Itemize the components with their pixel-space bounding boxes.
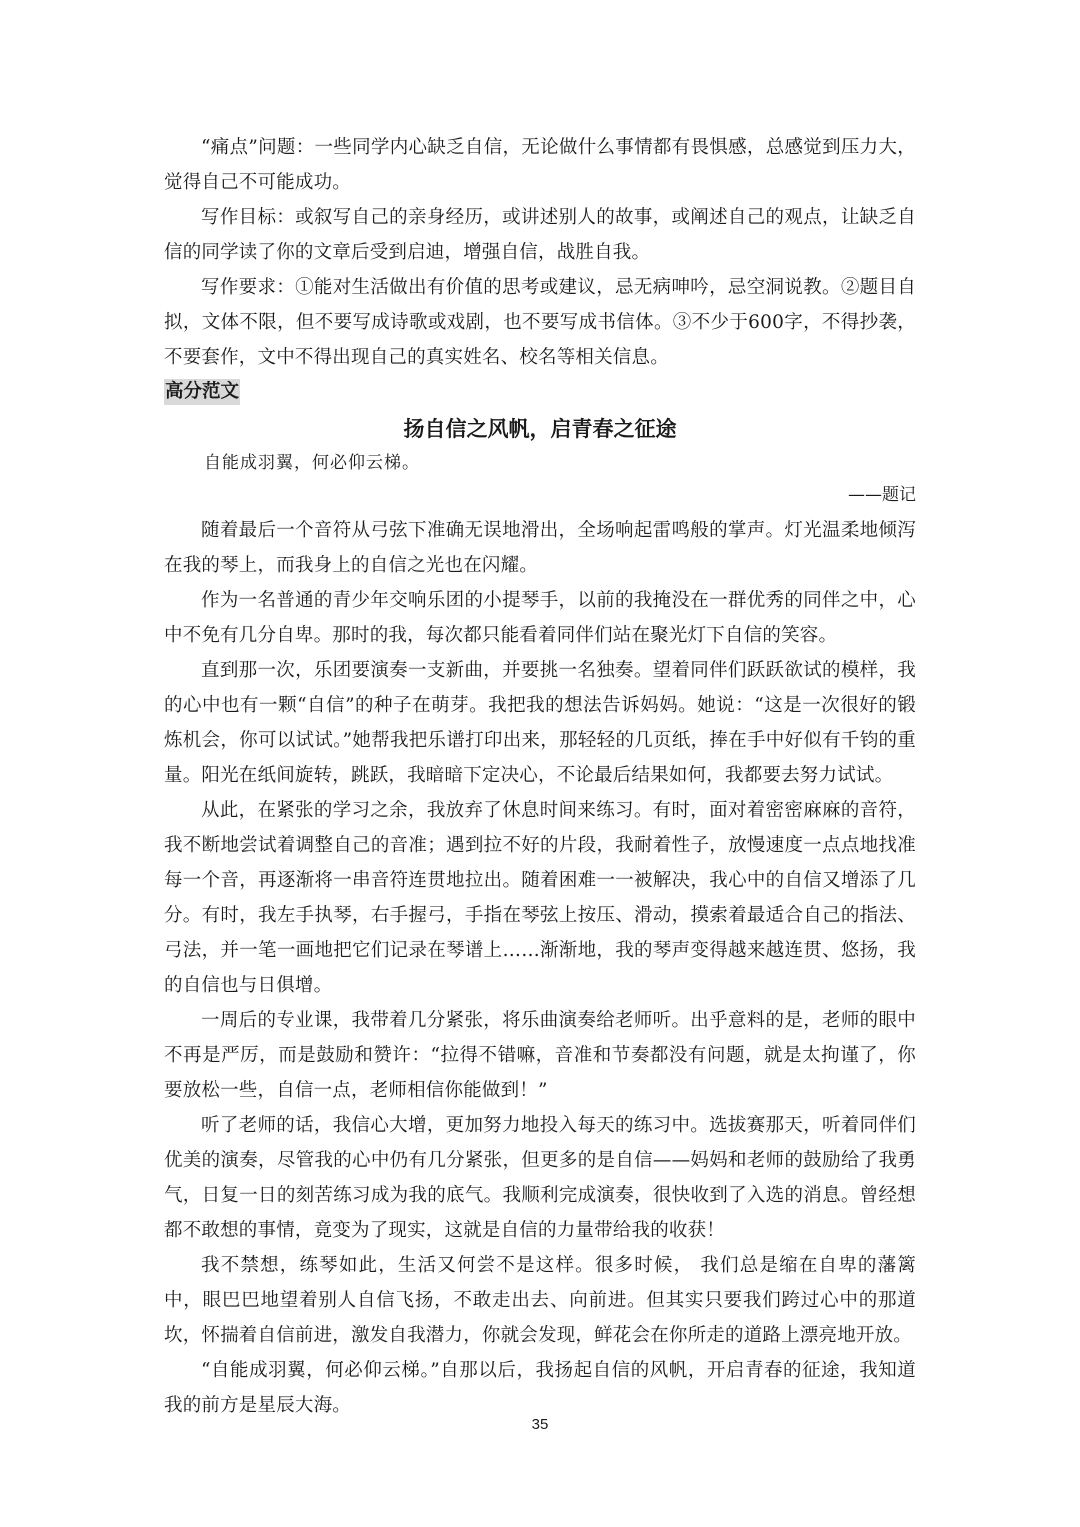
- essay-epigraph-note: ——题记: [848, 485, 916, 505]
- page-number: 35: [531, 1416, 549, 1433]
- prompt-writing-requirements: 写作要求：①能对生活做出有价值的思考或建议，忌无病呻吟，忌空洞说教。②题目自拟，文体不限，但不要写成诗歌或戏剧，也不要写成书信体。③不少于600字，不得抄袭，不要套作，文中不得出现自己的真实姓名、校名等相关信息。: [164, 277, 916, 368]
- essay-paragraph: 听了老师的话，我信心大增，更加努力地投入每天的练习中。选拔赛那天，听着同伴们优美的演奏，尽管我的心中仍有几分紧张，但更多的是自信——妈妈和老师的鼓励给了我勇气，日复一日的刻苦练习成为我的底气。我顺利完成演奏，很快收到了入选的消息。曾经想都不敢想的事情，竟变为了现实，这就是自信的力量带给我的收获！: [164, 1115, 916, 1241]
- essay-paragraph: 我不禁想，练琴如此，生活又何尝不是这样。很多时候， 我们总是缩在自卑的藩篱中，眼巴巴地望着别人自信飞扬，不敢走出去、向前进。但其实只要我们跨过心中的那道坎，怀揣着自信前进，激发自我潜力，你就会发现，鲜花会在你所走的道路上漂亮地开放。: [164, 1255, 916, 1346]
- essay-paragraph: “自能成羽翼，何必仰云梯。”自那以后，我扬起自信的风帆，开启青春的征途，我知道我的前方是星辰大海。: [164, 1360, 917, 1416]
- section-label: 高分范文: [164, 379, 240, 405]
- section-label-wrapper: [164, 375, 916, 411]
- essay-paragraph: 从此，在紧张的学习之余，我放弃了休息时间来练习。有时，面对着密密麻麻的音符，我不断地尝试着调整自己的音准；遇到拉不好的片段，我耐着性子，放慢速度一点点地找准每一个音，再逐渐将一串音符连贯地拉出。随着困难一一被解决，我心中的自信又增添了几分。有时，我左手执琴，右手握弓，手指在琴弦上按压、滑动，摸索着最适合自己的指法、弓法，并一笔一画地把它们记录在琴谱上……渐渐地，我的琴声变得越来越连贯、悠扬，我的自信也与日俱增。: [164, 800, 916, 996]
- essay-paragraph: 一周后的专业课，我带着几分紧张，将乐曲演奏给老师听。出乎意料的是，老师的眼中不再是严厉，而是鼓励和赞许：“拉得不错嘛，音准和节奏都没有问题，就是太拘谨了，你要放松一些，自信一点，老师相信你能做到！”: [164, 1010, 916, 1101]
- essay-epigraph: 自能成羽翼，何必仰云梯。: [204, 453, 420, 473]
- essay-title: 扬自信之风帆，启青春之征途: [403, 417, 677, 441]
- prompt-pain-point: “痛点”问题：一些同学内心缺乏自信，无论做什么事情都有畏惧感，总感觉到压力大，觉得自己不可能成功。: [164, 137, 916, 193]
- prompt-writing-goal: 写作目标：或叙写自己的亲身经历，或讲述别人的故事，或阐述自己的观点，让缺乏自信的同学读了你的文章后受到启迪，增强自信，战胜自我。: [164, 207, 916, 263]
- essay-paragraph: 直到那一次，乐团要演奏一支新曲，并要挑一名独奏。望着同伴们跃跃欲试的模样，我的心中也有一颗“自信”的种子在萌芽。我把我的想法告诉妈妈。她说：“这是一次很好的锻炼机会，你可以试试。”她帮我把乐谱打印出来，那轻轻的几页纸，捧在手中好似有千钧的重量。阳光在纸间旋转，跳跃，我暗暗下定决心，不论最后结果如何，我都要去努力试试。: [164, 660, 916, 786]
- essay-paragraph: 随着最后一个音符从弓弦下准确无误地滑出，全场响起雷鸣般的掌声。灯光温柔地倾泻在我的琴上，而我身上的自信之光也在闪耀。: [164, 520, 916, 576]
- page-content: [164, 130, 916, 1423]
- essay-paragraph: 作为一名普通的青少年交响乐团的小提琴手，以前的我掩没在一群优秀的同伴之中，心中不免有几分自卑。那时的我，每次都只能看着同伴们站在聚光灯下自信的笑容。: [164, 590, 916, 646]
